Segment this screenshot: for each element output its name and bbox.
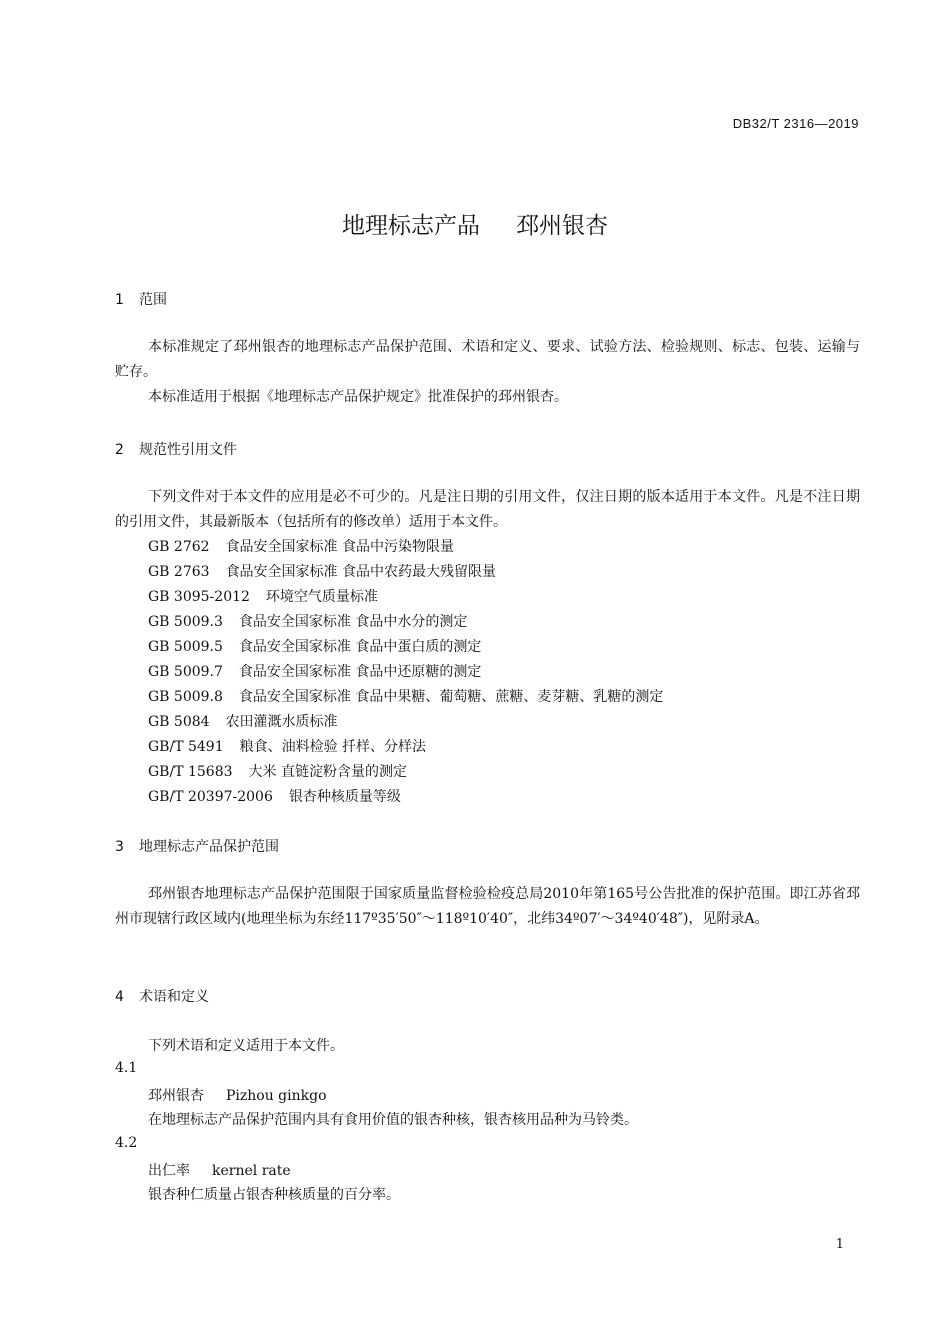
reference-code: GB 5009.5: [148, 639, 223, 655]
section-title: 范围: [139, 292, 167, 308]
section-2-intro: 下列文件对于本文件的应用是必不可少的。凡是注日期的引用文件，仅注日期的版本适用于本文件。凡是不注日期的引用文件，其最新版本（包括所有的修改单）适用于本文件。: [115, 489, 860, 530]
reference-code: GB/T 5491: [148, 739, 224, 755]
reference-item: [148, 660, 481, 685]
reference-title: 环境空气质量标准: [265, 589, 378, 605]
section-number: 1: [115, 292, 124, 308]
reference-item: [148, 710, 338, 735]
term-definition: 在地理标志产品保护范围内具有食用价值的银杏种核，银杏核用品种为马铃类。: [148, 1112, 638, 1128]
reference-item: [148, 635, 481, 660]
reference-title: 粮食、油料检验 扦样、分样法: [239, 739, 427, 755]
reference-code: GB 2762: [148, 539, 210, 555]
term-chinese: 邳州银杏: [148, 1088, 204, 1104]
section-4-heading: [115, 986, 209, 1006]
section-2-heading: [115, 439, 237, 459]
reference-code: GB 5084: [148, 714, 210, 730]
term-english: kernel rate: [212, 1163, 291, 1179]
reference-title: 食品安全国家标准 食品中蛋白质的测定: [238, 639, 482, 655]
reference-item: [148, 585, 378, 610]
reference-item: [148, 760, 407, 785]
section-1-heading: [115, 289, 167, 309]
reference-title: 食品安全国家标准 食品中还原糖的测定: [238, 664, 482, 680]
reference-item: [148, 685, 663, 710]
clause-number: 4.2: [115, 1135, 138, 1151]
reference-code: GB 2763: [148, 564, 210, 580]
section-1-paragraph-1: 本标准规定了邳州银杏的地理标志产品保护范围、术语和定义、要求、试验方法、检验规则、标志、包装、运输与贮存。: [115, 339, 860, 380]
reference-item: [148, 560, 496, 585]
section-title: 地理标志产品保护范围: [139, 839, 279, 855]
reference-code: GB 5009.8: [148, 689, 223, 705]
reference-code: GB/T 15683: [148, 764, 233, 780]
clause-number: 4.1: [115, 1060, 138, 1076]
standard-code: DB32/T 2316—2019: [732, 116, 859, 131]
term-chinese: 出仁率: [148, 1163, 190, 1179]
term-english: Pizhou ginkgo: [226, 1088, 327, 1104]
section-4-intro: 下列术语和定义适用于本文件。: [148, 1038, 344, 1054]
reference-title: 大米 直链淀粉含量的测定: [248, 764, 407, 780]
section-3-heading: [115, 836, 279, 856]
reference-title: 食品安全国家标准 食品中水分的测定: [238, 614, 468, 630]
section-number: 4: [115, 989, 124, 1005]
reference-code: GB 5009.3: [148, 614, 223, 630]
reference-title: 食品安全国家标准 食品中污染物限量: [225, 539, 455, 555]
term-definition: 银杏种仁质量占银杏种核质量的百分率。: [148, 1187, 400, 1203]
reference-item: [148, 610, 467, 635]
section-number: 3: [115, 839, 124, 855]
reference-code: GB 3095-2012: [148, 589, 250, 605]
reference-title: 食品安全国家标准 食品中农药最大残留限量: [225, 564, 497, 580]
document-title: [0, 207, 950, 240]
reference-item: [148, 735, 426, 760]
reference-title: 银杏种核质量等级: [288, 789, 401, 805]
section-1-paragraph-2: 本标准适用于根据《地理标志产品保护规定》批准保护的邳州银杏。: [148, 389, 568, 405]
reference-code: GB 5009.7: [148, 664, 223, 680]
reference-title: 农田灌溉水质标准: [225, 714, 338, 730]
term-entry: [148, 1085, 327, 1105]
reference-title: 食品安全国家标准 食品中果糖、葡萄糖、蔗糖、麦芽糖、乳糖的测定: [238, 689, 664, 705]
page-number: 1: [835, 1237, 844, 1252]
title-part-1: 地理标志产品: [342, 213, 480, 239]
title-part-2: 邳州银杏: [516, 213, 608, 239]
section-3-paragraph: 邳州银杏地理标志产品保护范围限于国家质量监督检验检疫总局2010年第165号公告批准的保护范围。即江苏省邳州市现辖行政区域内(地理坐标为东经117º35′50″～118º10′40″，北纬34º07′～34º40′48″)，见附录A。: [115, 886, 860, 927]
reference-item: [148, 785, 401, 810]
section-title: 规范性引用文件: [139, 442, 237, 458]
reference-code: GB/T 20397-2006: [148, 789, 273, 805]
section-title: 术语和定义: [139, 989, 209, 1005]
reference-item: [148, 535, 454, 560]
term-entry: [148, 1160, 291, 1180]
section-number: 2: [115, 442, 124, 458]
